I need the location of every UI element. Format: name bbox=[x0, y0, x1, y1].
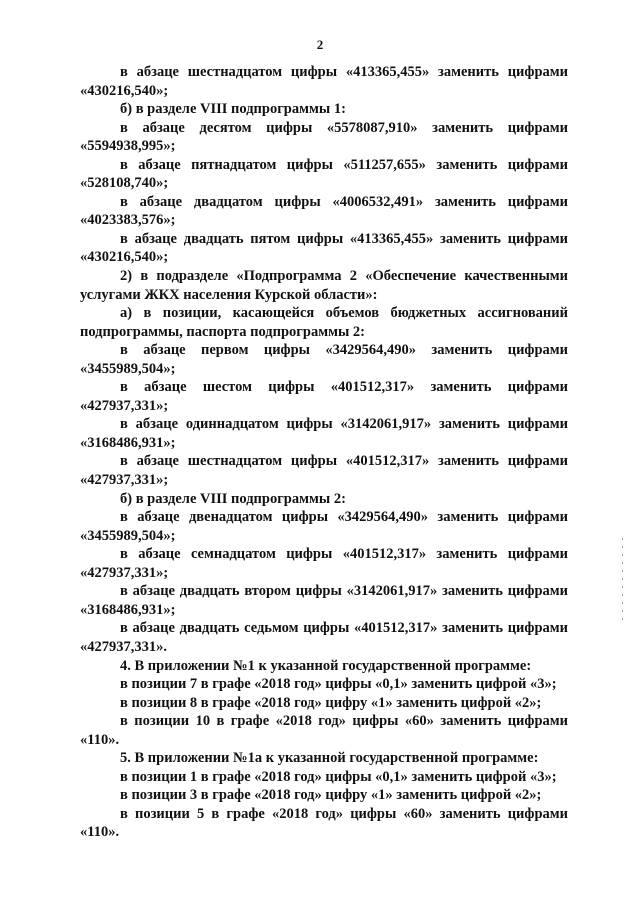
text-line: подпрограммы, паспорта подпрограммы 2: bbox=[80, 323, 365, 340]
text-line: в абзаце семнадцатом цифры «401512,317» заменить цифрами bbox=[120, 546, 568, 563]
text-line: «3168486,931»; bbox=[80, 434, 176, 451]
text-line: а) в позиции, касающейся объемов бюджетных ассигнований bbox=[120, 305, 568, 322]
scan-mark bbox=[622, 554, 623, 556]
text-line: в абзаце пятнадцатом цифры «511257,655» заменить цифрами bbox=[120, 156, 568, 173]
scan-mark bbox=[622, 594, 623, 596]
text-line: в позиции 8 в графе «2018 год» цифру «1» заменить цифрой «2»; bbox=[120, 694, 542, 711]
scan-mark bbox=[622, 610, 623, 612]
text-line: в абзаце шестом цифры «401512,317» заменить цифрами bbox=[120, 379, 568, 396]
text-line: в абзаце шестнадцатом цифры «401512,317» заменить цифрами bbox=[120, 453, 568, 470]
text-line: 5. В приложении №1а к указанной государственной программе: bbox=[120, 750, 539, 767]
text-line: «427937,331». bbox=[80, 638, 167, 655]
text-line: услугами ЖКХ населения Курской области»: bbox=[80, 286, 378, 303]
text-line: в позиции 10 в графе «2018 год» цифры «60» заменить цифрами bbox=[120, 713, 568, 730]
text-line: б) в разделе VIII подпрограммы 2: bbox=[120, 490, 346, 507]
text-line: 4. В приложении №1 к указанной государственной программе: bbox=[120, 657, 532, 674]
document-body bbox=[80, 63, 568, 842]
scan-mark bbox=[622, 602, 623, 604]
text-line: б) в разделе VIII подпрограммы 1: bbox=[120, 101, 346, 118]
scan-mark bbox=[622, 618, 623, 620]
text-line: в абзаце десятом цифры «5578087,910» заменить цифрами bbox=[120, 119, 568, 136]
scan-mark bbox=[622, 578, 623, 580]
text-line: в абзаце двадцатом цифры «4006532,491» заменить цифрами bbox=[120, 193, 568, 210]
text-line: в абзаце двадцать втором цифры «3142061,917» заменить цифрами bbox=[120, 583, 568, 600]
scan-margin-marks bbox=[621, 538, 625, 628]
text-line: 2) в подразделе «Подпрограмма 2 «Обеспечение качественными bbox=[120, 268, 568, 285]
text-line: в позиции 7 в графе «2018 год» цифры «0,1» заменить цифрой «3»; bbox=[120, 676, 557, 693]
page-number: 2 bbox=[316, 37, 324, 52]
text-line: «427937,331»; bbox=[80, 564, 169, 581]
text-line: в абзаце двадцать седьмом цифры «401512,317» заменить цифрами bbox=[120, 620, 568, 637]
text-line: в позиции 5 в графе «2018 год» цифры «60» заменить цифрами bbox=[120, 805, 568, 822]
text-line: в абзаце первом цифры «3429564,490» заменить цифрами bbox=[120, 342, 568, 359]
scan-mark bbox=[622, 562, 623, 564]
scan-mark bbox=[622, 538, 623, 540]
scan-mark bbox=[622, 546, 623, 548]
text-line: «110». bbox=[80, 824, 120, 841]
text-line: «528108,740»; bbox=[80, 175, 169, 192]
scan-mark bbox=[622, 570, 623, 572]
text-line: «4023383,576»; bbox=[80, 212, 176, 229]
text-line: «430216,540»; bbox=[80, 82, 169, 99]
text-line: в абзаце шестнадцатом цифры «413365,455» заменить цифрами bbox=[120, 64, 568, 80]
text-line: в позиции 3 в графе «2018 год» цифру «1» заменить цифрой «2»; bbox=[120, 787, 542, 804]
text-line: в абзаце одиннадцатом цифры «3142061,917» заменить цифрами bbox=[120, 416, 568, 433]
text-line: в абзаце двадцать пятом цифры «413365,455» заменить цифрами bbox=[120, 230, 568, 247]
text-line: «430216,540»; bbox=[80, 249, 169, 266]
text-line: «5594938,995»; bbox=[80, 138, 176, 155]
text-line: «3455989,504»; bbox=[80, 527, 176, 544]
text-line: в позиции 1 в графе «2018 год» цифры «0,1» заменить цифрой «3»; bbox=[120, 768, 557, 785]
text-line: «3455989,504»; bbox=[80, 360, 176, 377]
text-line: «427937,331»; bbox=[80, 397, 169, 414]
scan-mark bbox=[622, 586, 623, 588]
text-line: «3168486,931»; bbox=[80, 601, 176, 618]
text-line: в абзаце двенадцатом цифры «3429564,490» заменить цифрами bbox=[120, 509, 568, 526]
text-line: «110». bbox=[80, 731, 120, 748]
text-line: «427937,331»; bbox=[80, 472, 169, 489]
